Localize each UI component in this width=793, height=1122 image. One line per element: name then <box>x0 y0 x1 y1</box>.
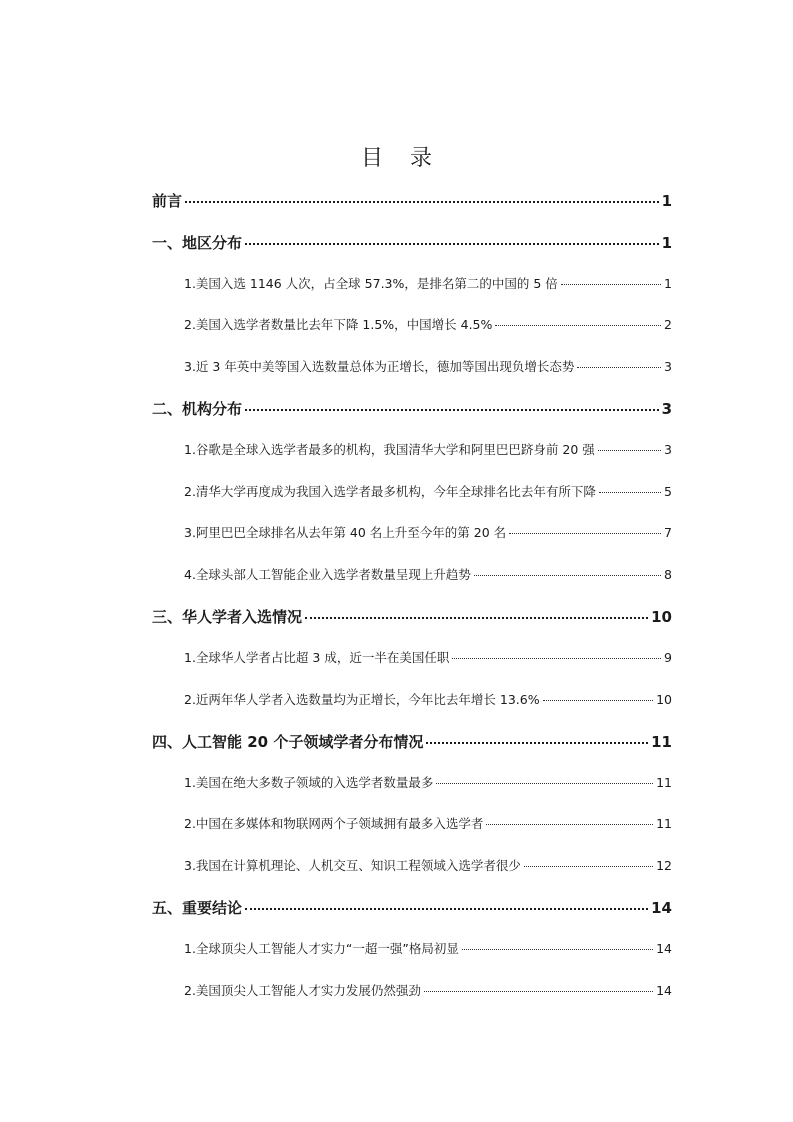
toc-entry-text: 二、机构分布 <box>152 400 243 418</box>
toc-entry-section-4[interactable] <box>152 732 672 752</box>
toc-page-number: 2 <box>664 317 672 332</box>
toc-entry-1-3[interactable] <box>184 358 672 376</box>
dot-leader <box>543 700 653 701</box>
toc-entry-3-1[interactable] <box>184 649 672 667</box>
toc-entry-4-2[interactable] <box>184 815 672 833</box>
toc-entry-text: 4.全球头部人工智能企业入选学者数量呈现上升趋势 <box>184 567 471 582</box>
toc-entry-preface[interactable] <box>152 191 672 211</box>
toc-entry-text: 2.美国顶尖人工智能人才实力发展仍然强劲 <box>184 983 421 998</box>
toc-entry-text: 2.近两年华人学者入选数量均为正增长，今年比去年增长 13.6% <box>184 692 540 707</box>
toc-entry-2-3[interactable] <box>184 524 672 542</box>
toc-title: 目 录 <box>361 146 442 171</box>
toc-page-number: 10 <box>656 692 672 707</box>
toc-entry-text: 1.美国在绝大多数子领域的入选学者数量最多 <box>184 775 434 790</box>
dot-leader <box>486 824 653 825</box>
toc-page-number: 3 <box>664 359 672 374</box>
toc-entry-text: 3.近 3 年英中美等国入选数量总体为正增长，德加等国出现负增长态势 <box>184 359 575 374</box>
dot-leader <box>495 325 661 326</box>
dot-leader <box>424 991 653 992</box>
dot-leader <box>462 949 653 950</box>
toc-page-number: 1 <box>661 192 672 210</box>
toc-entry-3-2[interactable] <box>184 691 672 709</box>
toc-page-number: 1 <box>661 234 672 252</box>
toc-entry-text: 前言 <box>152 192 183 210</box>
dot-leader <box>245 908 648 910</box>
dot-leader <box>474 575 661 576</box>
toc-entry-text: 2.清华大学再度成为我国入选学者最多机构，今年全球排名比去年有所下降 <box>184 484 596 499</box>
toc-entry-1-1[interactable] <box>184 275 672 293</box>
toc-page-number: 3 <box>664 442 672 457</box>
toc-entry-text: 1.美国入选 1146 人次，占全球 57.3%，是排名第二的中国的 5 倍 <box>184 276 558 291</box>
toc-entry-section-5[interactable] <box>152 898 672 918</box>
toc-page-number: 5 <box>664 484 672 499</box>
dot-leader <box>426 742 648 744</box>
toc-entry-section-3[interactable] <box>152 607 672 627</box>
dot-leader <box>436 783 653 784</box>
toc-page-number: 3 <box>661 400 672 418</box>
dot-leader <box>524 866 653 867</box>
dot-leader <box>509 533 661 534</box>
dot-leader <box>598 450 661 451</box>
dot-leader <box>305 617 648 619</box>
toc-entry-text: 3.我国在计算机理论、人机交互、知识工程领域入选学者很少 <box>184 858 521 873</box>
toc-entry-section-2[interactable] <box>152 399 672 419</box>
toc-entry-5-2[interactable] <box>184 982 672 1000</box>
toc-page-number: 11 <box>656 816 672 831</box>
toc-entry-text: 四、人工智能 20 个子领域学者分布情况 <box>152 733 424 751</box>
dot-leader <box>452 658 661 659</box>
toc-page-number: 8 <box>664 567 672 582</box>
toc-page-number: 7 <box>664 525 672 540</box>
toc-entry-2-4[interactable] <box>184 566 672 584</box>
dot-leader <box>599 492 661 493</box>
toc-entry-text: 2.中国在多媒体和物联网两个子领域拥有最多入选学者 <box>184 816 484 831</box>
dot-leader <box>577 367 661 368</box>
toc-entry-text: 2.美国入选学者数量比去年下降 1.5%，中国增长 4.5% <box>184 317 493 332</box>
dot-leader <box>245 243 659 245</box>
toc-entry-text: 1.谷歌是全球入选学者最多的机构，我国清华大学和阿里巴巴跻身前 20 强 <box>184 442 595 457</box>
dot-leader <box>185 201 659 203</box>
dot-leader <box>561 284 661 285</box>
dot-leader <box>245 409 659 411</box>
toc-page-number: 14 <box>651 899 672 917</box>
toc-entry-text: 1.全球华人学者占比超 3 成，近一半在美国任职 <box>184 650 450 665</box>
toc-page-number: 9 <box>664 650 672 665</box>
toc-entry-4-1[interactable] <box>184 774 672 792</box>
toc-entry-1-2[interactable] <box>184 316 672 334</box>
toc-entry-section-1[interactable] <box>152 233 672 253</box>
toc-page-number: 11 <box>656 775 672 790</box>
toc-page-number: 1 <box>664 276 672 291</box>
toc-entry-text: 三、华人学者入选情况 <box>152 608 303 626</box>
toc-entry-text: 一、地区分布 <box>152 234 243 252</box>
toc-page-number: 11 <box>651 733 672 751</box>
toc-page-number: 10 <box>651 608 672 626</box>
toc-entry-5-1[interactable] <box>184 940 672 958</box>
toc-page-number: 14 <box>656 983 672 998</box>
toc-page-number: 14 <box>656 941 672 956</box>
toc-page-number: 12 <box>656 858 672 873</box>
toc-entry-text: 1.全球顶尖人工智能人才实力“一超一强”格局初显 <box>184 941 459 956</box>
toc-entry-2-2[interactable] <box>184 483 672 501</box>
toc-entry-4-3[interactable] <box>184 857 672 875</box>
toc-entry-text: 五、重要结论 <box>152 899 243 917</box>
toc-entry-2-1[interactable] <box>184 441 672 459</box>
toc-entry-text: 3.阿里巴巴全球排名从去年第 40 名上升至今年的第 20 名 <box>184 525 507 540</box>
